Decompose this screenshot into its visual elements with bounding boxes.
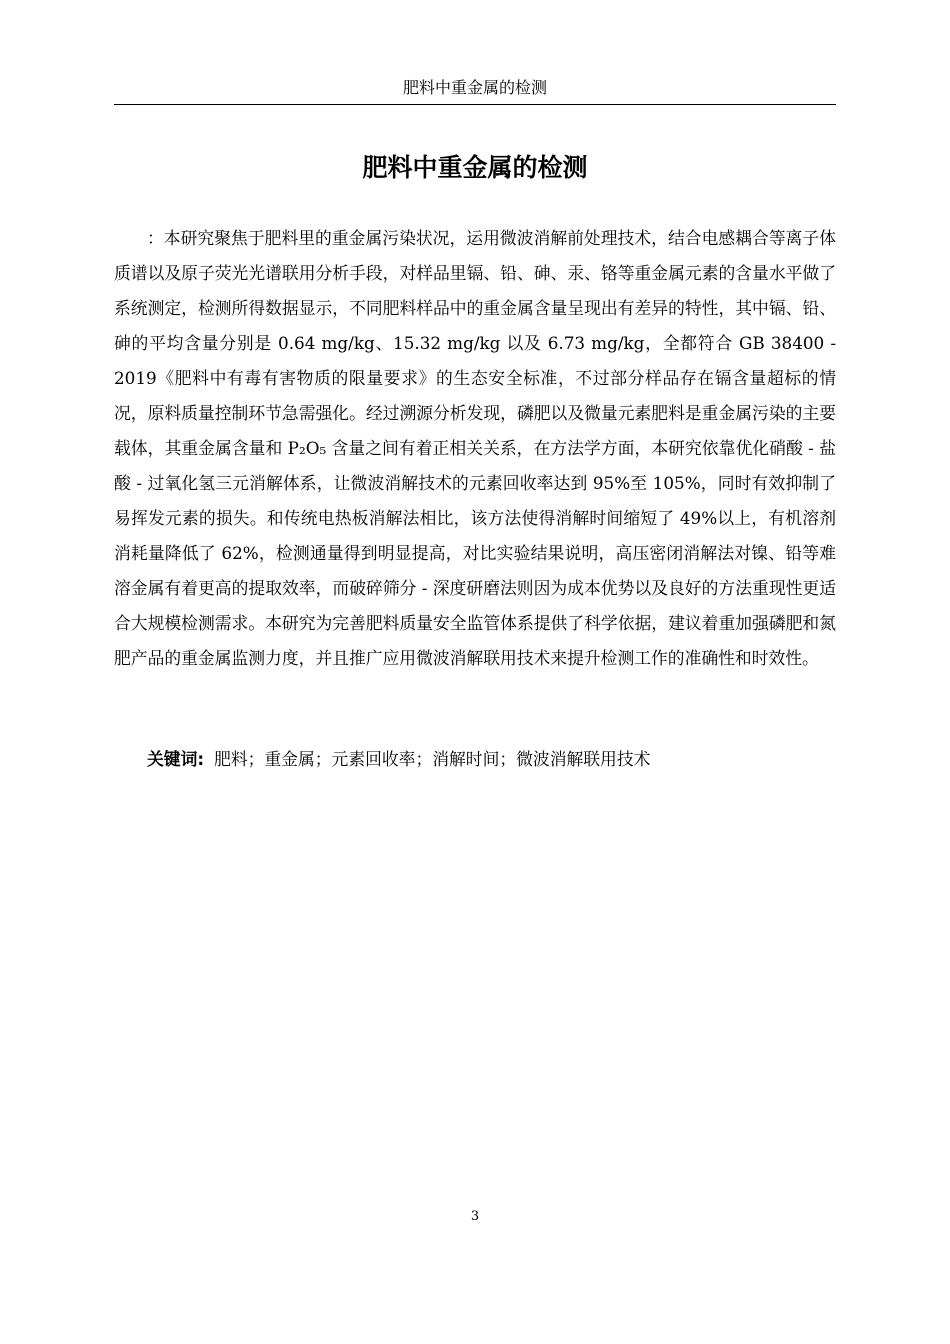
running-header: 肥料中重金属的检测 [402, 78, 547, 97]
page-number: 3 [470, 1209, 480, 1224]
keywords-list: 肥料；重金属；元素回收率；消解时间；微波消解联用技术 [214, 749, 651, 769]
keywords-label: 关键词: [147, 749, 205, 769]
header-divider [114, 104, 836, 105]
abstract-paragraph: ：本研究聚焦于肥料里的重金属污染状况，运用微波消解前处理技术，结合电感耦合等离子体质谱以及原子荧光光谱联用分析手段，对样品里镉、铅、砷、汞、铬等重金属元素的含量水平做了系统测定，检测所得数据显示，不同肥料样品中的重金属含量呈现出有差异的特性，其中镉、铅、砷的平均含量分别是 0.64 mg/kg、15.32 mg/kg 以及 6.73 mg/kg，全都符合 GB 38400 - 2019《肥料中有毒有害物质的限量要求》的生态安全标准，不过部分样品存在镉含量超标的情况，原料质量控制环节急需强化。经过溯源分析发现，磷肥以及微量元素肥料是重金属污染的主要载体，其重金属含量和 P₂O₅ 含量之间有着正相关关系，在方法学方面，本研究依靠优化硝酸 - 盐酸 - 过氧化氢三元消解体系，让微波消解技术的元素回收率达到 95%至 105%，同时有效抑制了易挥发元素的损失。和传统电热板消解法相比，该方法使得消解时间缩短了 49%以上，有机溶剂消耗量降低了 62%，检测通量得到明显提高，对比实验结果说明，高压密闭消解法对镍、铅等难溶金属有着更高的提取效率，而破碎筛分 - 深度研磨法则因为成本优势以及良好的方法重现性更适合大规模检测需求。本研究为完善肥料质量安全监管体系提供了科学依据，建议着重加强磷肥和氮肥产品的重金属监测力度，并且推广应用微波消解联用技术来提升检测工作的准确性和时效性。 [114, 228, 836, 668]
document-title: 肥料中重金属的检测 [362, 153, 588, 182]
keywords-line [147, 743, 836, 775]
